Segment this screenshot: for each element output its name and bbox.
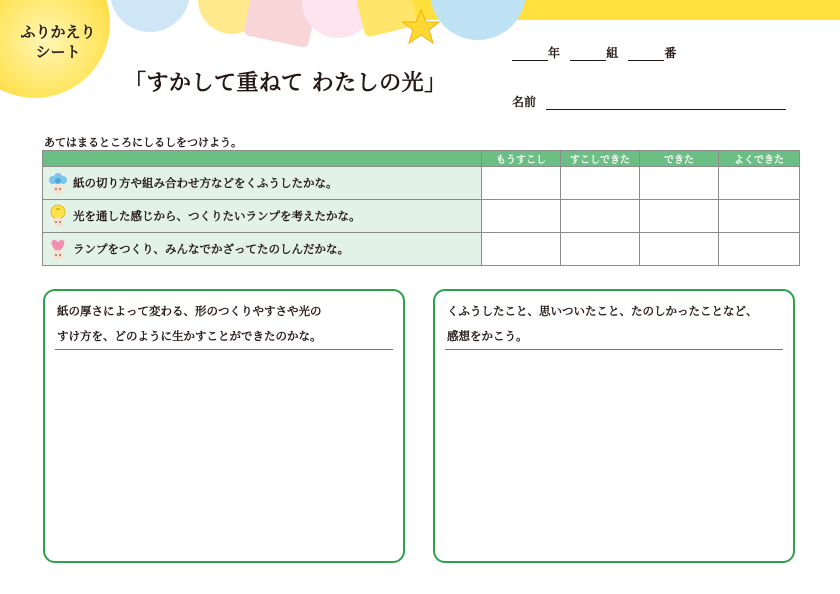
check-cell[interactable] [482,233,561,266]
prompt-line: すけ方を、どのように生かすことができたのかな。 [57,329,322,343]
question-cell [43,167,482,200]
question-cell [43,233,482,266]
check-cell[interactable] [640,200,719,233]
check-cell[interactable] [482,200,561,233]
reflection-prompt [57,299,393,349]
blue-flower-character-icon [47,171,69,195]
pink-heart-character-icon [47,237,69,261]
table-row [43,167,800,200]
year-field[interactable] [512,48,548,61]
page-title: 「すかして重ねて わたしの光」 [124,71,447,96]
sheet-badge [14,22,102,62]
check-cell[interactable] [719,233,800,266]
table-row [43,200,800,233]
class-label: 組 [606,46,619,60]
year-label: 年 [548,46,561,60]
question-text: 紙の切り方や組み合わせ方などをくふうしたかな。 [73,176,338,190]
yellow-lightbulb-character-icon [47,204,69,228]
name-row [512,93,786,110]
check-cell[interactable] [482,167,561,200]
prompt-line: 紙の厚さによって変わる、形のつくりやすさや光の [57,304,322,318]
question-text: 光を通した感じから、つくりたいランプを考えたかな。 [73,209,361,223]
reflection-box-left[interactable] [43,289,405,563]
table-row [43,233,800,266]
column-header: できた [640,151,719,167]
question-text: ランプをつくり、みんなでかざってたのしんだかな。 [73,242,349,256]
column-header: よくできた [719,151,800,167]
header-blank [43,151,482,167]
column-header: もうすこし [482,151,561,167]
star-icon [0,0,840,60]
check-cell[interactable] [561,233,640,266]
column-header: すこしできた [561,151,640,167]
question-cell [43,200,482,233]
check-cell[interactable] [561,200,640,233]
check-cell[interactable] [719,200,800,233]
prompt-line: 感想をかこう。 [447,329,528,343]
self-check-table [42,150,800,266]
name-label: 名前 [512,95,537,109]
badge-line-2: シート [35,43,81,61]
check-cell[interactable] [561,167,640,200]
number-field[interactable] [628,48,664,61]
table-header-row [43,151,800,167]
name-field[interactable] [546,97,786,110]
reflection-prompt [447,299,783,349]
divider [55,349,393,350]
divider [445,349,783,350]
class-info-row [512,44,676,61]
class-field[interactable] [570,48,606,61]
checklist-instruction: あてはまるところにしるしをつけよう。 [44,136,242,149]
reflection-box-right[interactable] [433,289,795,563]
number-label: 番 [664,46,677,60]
badge-line-1: ふりかえり [20,23,96,41]
prompt-line: くふうしたこと、思いついたこと、たのしかったことなど、 [447,304,758,318]
check-cell[interactable] [719,167,800,200]
check-cell[interactable] [640,167,719,200]
check-cell[interactable] [640,233,719,266]
